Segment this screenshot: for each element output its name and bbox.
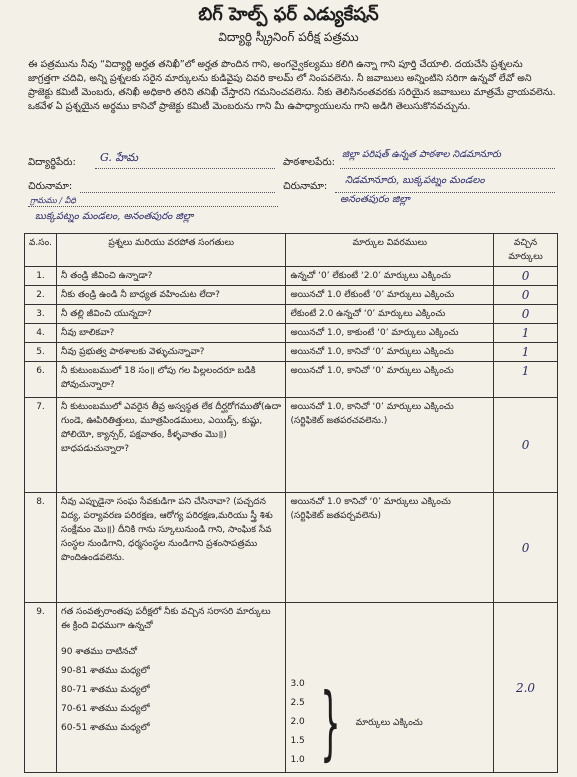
mandal-value[interactable]: బుక్కపట్నం మండలం, అనంతపురం జిల్లా: [35, 211, 194, 222]
table-row: [25, 267, 558, 286]
grade-band: 60-51 శాతము మధ్యలో: [61, 723, 150, 733]
row-marks[interactable]: 0: [494, 267, 558, 286]
col-question-header: ప్రశ్నలు మరియు వరపోత సంగతులు: [57, 234, 286, 267]
village-value[interactable]: గ్రామము / వీధి: [30, 196, 76, 205]
row-number: 7.: [25, 398, 57, 493]
table-header-row: [25, 234, 558, 267]
row-marks[interactable]: 0: [494, 398, 558, 493]
row-question: నీకు తండ్రి ఉండి నీ బాధ్యత వహించుట లేదా?: [57, 286, 286, 305]
score-value: 1.0: [290, 755, 305, 765]
row-details: [286, 398, 494, 493]
row-details: [286, 493, 494, 603]
row-details: అయినచో 1.0, కానిచో ‘0’ మార్కులు ఎక్కించు: [286, 343, 494, 362]
table-row: [25, 362, 558, 398]
row-details: లేకుంటే 2.0 ఉన్నచో ‘0’ మార్కులు ఎక్కించు: [286, 305, 494, 324]
row-question: నీవు ఎప్పుడైనా సంఘ సేవకుడిగా పని చేసినావా? (పచ్చదన విద్య, పర్యావరణ పరిరక్షణ, ఆరోగ్య పరిరక్షణ,మరియు స్త్రీ శిశు సంక్షేమం మొ॥) దీనికి గాను స్కూలునుండి గాని, సాంఘిక సేవ సంస్థల నుండిగాని, ధర్మసంస్థల నుండిగాని ప్రశంసాపత్రము పొందిఉండవలెను.: [57, 493, 286, 603]
row-question-text: గత సంవత్సరాంతపు పరీక్షలో నీకు వచ్చిన సరాసరి మార్కులు ఈ క్రింది విధముగా ఉన్నచో: [61, 607, 271, 631]
row-details: అయినచో 1.0, కాకుంటే ‘0’ మార్కులు ఎక్కించు: [286, 324, 494, 343]
row-marks[interactable]: 0: [494, 305, 558, 324]
address-label-right: చిరునామా:: [283, 181, 328, 192]
row-details-text: అయినచో 1.0 కానిచో ‘0’ మార్కులు ఎక్కించు: [290, 497, 451, 507]
row-marks[interactable]: 2.0: [494, 603, 558, 773]
grade-band: 90 శాతము దాటినచో: [61, 647, 138, 657]
row-number: 8.: [25, 493, 57, 603]
grade-bands: [61, 643, 281, 738]
row-details-note: (సర్టిఫికెట్ జతపర్చవలెను): [290, 511, 382, 521]
instructions-paragraph: ఈ పత్రమును నీవు “విద్యార్థి అర్హత తనిఖీ”లో అర్హత పొందిన గాని, అంగన్వైకల్యము కలిగి ఉన్నా గాని పూర్తి చేయాలి. దయచేసి ప్రశ్నలను జాగ్రత్తగా చదివి, అన్ని ప్రశ్నలకు సరైన మార్కులను కుడివైపు చివరి కాలమ్ లో నింపవలెను. నీ జవాబులు అన్నింటిని సరిగా ఉన్నవో లేవో అని ప్రాజెక్టు కమిటీ మెంబరు, తనిఖీ అధికారి తరిని తనిఖీ చేస్తారని గమనించవలెను. నీకు తెలిసినంతవరకు సరియైన జవాబులు మాత్రమే వ్రాయవలెను. ఒకవేళ ఏ ప్రశ్నయైన అర్థము కానిచో ప్రాజెక్టు కమిటీ మెంబరును గాని మీ ఉపాధ్యాయులను గాని అడిగి తెలుసుకొనవచ్చును.: [28, 59, 556, 112]
row-number: 6.: [25, 362, 57, 398]
grade-band: 80-71 శాతము మధ్యలో: [61, 685, 150, 695]
row-details: ఉన్నచో ‘0’ లేకుంటే ‘2.0’ మార్కులు ఎక్కించు: [286, 267, 494, 286]
score-value: 3.0: [290, 679, 305, 689]
school-name-line: [340, 168, 555, 169]
table-row: [25, 286, 558, 305]
table-row: [25, 493, 558, 603]
row-question: నీ తండ్రి జీవించి ఉన్నాడా?: [57, 267, 286, 286]
table-row: [25, 324, 558, 343]
row-details: [286, 603, 494, 773]
address-value-right-2[interactable]: అనంతపురం జిల్లా: [340, 194, 410, 205]
row-question: నీ కుటుంబములో ఎవరైన తీవ్ర అస్వస్థత లేక దీర్ఘరోగముతో(ఉదా గుండె, ఊపిరితిత్తులు, మూత్రపిండములు, ఎయిడ్స్, కుష్టు, పోలియో, క్యాన్సర్, పక్షవాతం, కీళ్ళవాతం మొ॥) బాధపడుచున్నారా?: [57, 398, 286, 493]
row-marks[interactable]: 0: [494, 493, 558, 603]
score-value: 1.5: [290, 736, 305, 746]
school-name-value[interactable]: జిల్లా పరిషత్ ఉన్నత పాఠశాల నిడమానూరు: [342, 149, 501, 160]
form-subtitle: విద్యార్థి స్క్రీనింగ్ పరీక్ష పత్రము: [218, 30, 359, 44]
row-details-note: (సర్టిఫికెట్ జతపరచవలెను.): [290, 416, 388, 426]
col-serial-header: వ.సం.: [25, 234, 57, 267]
row-question: నీవు బాలికవా?: [57, 324, 286, 343]
address-line-left: [80, 192, 275, 193]
row-question: నీ తల్లి జీవించి యున్నదా?: [57, 305, 286, 324]
address-label-left: చిరునామా:: [28, 181, 73, 192]
score-list: [290, 675, 304, 770]
row-number: 9.: [25, 603, 57, 773]
student-name-line: [95, 168, 275, 169]
student-name-value[interactable]: G. హేమ: [100, 151, 139, 164]
school-name-label: పాఠశాలపేరు:: [283, 157, 336, 168]
row-details-text: అయినచో 1.0, కానిచో ‘0’ మార్కులు ఎక్కించు: [290, 402, 454, 412]
screening-table: [24, 233, 558, 773]
student-name-label: విద్యార్థిపేరు:: [28, 157, 76, 168]
score-value: 2.0: [290, 717, 305, 727]
table-row: [25, 305, 558, 324]
col-details-header: మార్కుల వివరములు: [286, 234, 494, 267]
row-number: 3.: [25, 305, 57, 324]
row-details-text: మార్కులు ఎక్కించు: [355, 717, 423, 728]
table-row: [25, 603, 558, 773]
form-title: బిగ్ హెల్ప్ ఫర్ ఎడ్యుకేషన్: [198, 4, 379, 25]
grade-band: 90-81 శాతము మధ్యలో: [61, 666, 150, 676]
row-number: 1.: [25, 267, 57, 286]
row-number: 2.: [25, 286, 57, 305]
row-details: అయినచో 1.0 లేకుంటే ‘0’ మార్కులు ఎక్కించు: [286, 286, 494, 305]
row-question: నీ కుటుంబములో 18 సం॥ లోపు గల పిల్లలందరూ బడికి పోవుచున్నారా?: [57, 362, 286, 398]
row-details: అయినచో 1.0, కానిచో ‘0’ మార్కులు ఎక్కించు: [286, 362, 494, 398]
row-question: నీవు ప్రభుత్వ పాఠశాలకు వెళ్ళుచున్నావా?: [57, 343, 286, 362]
col-marks-header: వచ్చిన మార్కులు: [494, 234, 558, 267]
table-row: [25, 343, 558, 362]
row-question: [57, 603, 286, 773]
table-row: [25, 398, 558, 493]
address-value-right[interactable]: నిడమానూరు, బుక్కపట్నం మండలం: [345, 175, 485, 186]
score-scale: [290, 675, 489, 770]
row-marks[interactable]: 0: [494, 286, 558, 305]
score-value: 2.5: [290, 698, 305, 708]
grade-band: 70-61 శాతము మధ్యలో: [61, 704, 150, 714]
row-number: 4.: [25, 324, 57, 343]
row-marks[interactable]: 1: [494, 343, 558, 362]
curly-brace: }: [320, 675, 341, 769]
row-marks[interactable]: 1: [494, 362, 558, 398]
row-marks[interactable]: 1: [494, 324, 558, 343]
row-number: 5.: [25, 343, 57, 362]
